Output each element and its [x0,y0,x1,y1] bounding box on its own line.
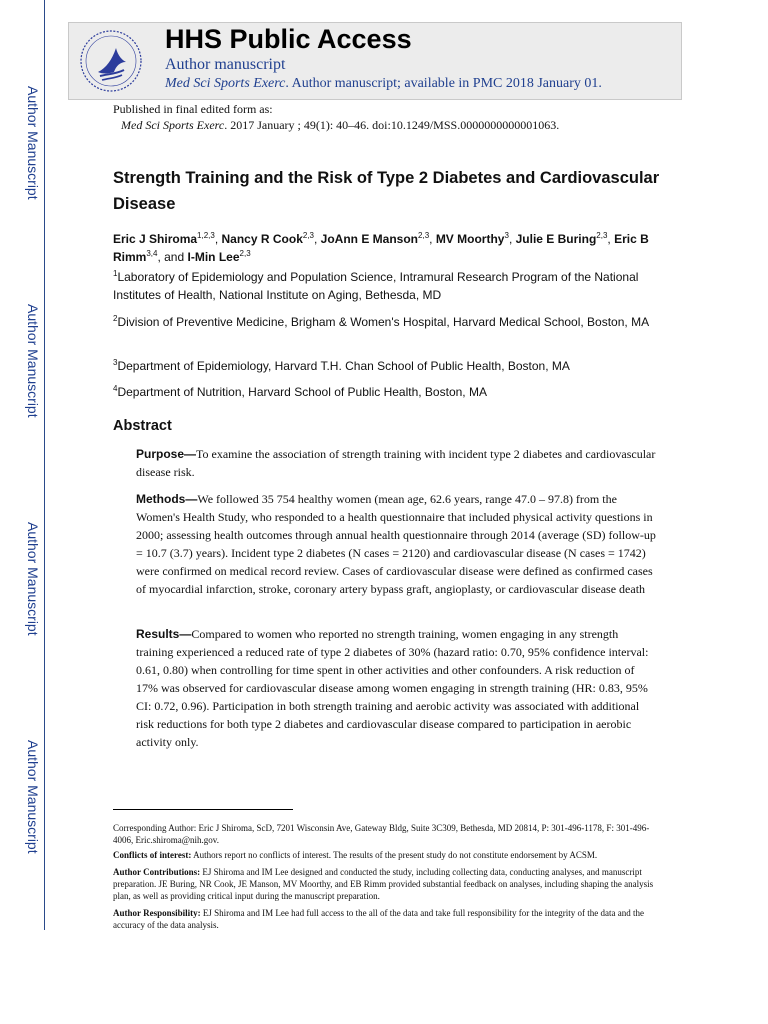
citation-text: . 2017 January ; 49(1): 40–46. doi:10.1249/MSS.0000000000001063. [224,118,560,132]
abstract-heading: Abstract [113,418,172,434]
footnote-contributions [113,866,658,902]
author-separator: , [429,232,436,246]
hhs-title: HHS Public Access [165,24,412,54]
availability-text: . Author manuscript; available in PMC 2018 January 01. [285,76,602,91]
affiliation-3 [113,357,673,375]
sidebar-label-author-manuscript: Author Manuscript [25,86,41,200]
author-separator: , and [157,250,188,264]
author-name: Eric B Rimm [113,232,649,264]
author-name: Nancy R Cook [221,232,303,246]
author-name: MV Moorthy [435,232,505,246]
journal-name: Med Sci Sports Exerc [165,76,286,91]
responsibility-label: Author Responsibility: [113,908,201,918]
author-affiliation-sup: 2,3 [239,249,251,258]
purpose-text: To examine the association of strength training with incident type 2 diabetes and cardiovascular disease risk. [136,447,656,479]
footnote-divider [113,809,293,810]
author-affiliation-sup: 3 [504,231,509,240]
author-affiliation-sup: 1,2,3 [197,231,215,240]
sidebar-divider [44,0,45,930]
affiliation-text: Laboratory of Epidemiology and Population Science, Intramural Research Program of the National Institutes of Health, National Institute on Aging, Bethesda, MD [113,270,639,302]
hhs-eagle-logo-icon [78,28,144,94]
author-separator: , [607,232,611,246]
affiliation-text: Division of Preventive Medicine, Brigham & Women's Hospital, Harvard Medical School, Boston, MA [117,315,650,329]
author-name: JoAnn E Manson [320,232,419,246]
author-name: Eric J Shiroma [113,232,198,246]
contributions-text: EJ Shiroma and IM Lee designed and conducted the study, including collecting data, conducting analyses, and manuscript preparation. JE Buring, NR Cook, JE Manson, MV Moorthy, and EB Rimm provided substantial feedback on analyses, including shaping the analysis plan, as well as providing critical input during the manuscript preparation. [113,867,654,901]
contributions-label: Author Contributions: [113,867,201,877]
affiliation-2 [113,313,673,331]
footnote-responsibility [113,907,658,931]
sidebar-label-author-manuscript: Author Manuscript [25,522,41,636]
purpose-label: Purpose— [136,447,197,461]
affiliation-4 [113,383,673,401]
published-citation [113,117,559,133]
footnote-corresponding-author: Corresponding Author: Eric J Shiroma, ScD, 7201 Wisconsin Ave, Gateway Bldg, Suite 3C309, Bethesda, MD 20814, P: 301-496-1178, F: 301-496-4006, Eric.shiroma@nih.gov. [113,823,650,845]
responsibility-text: EJ Shiroma and IM Lee had full access to the all of the data and take full responsibility for the integrity of the data and the accuracy of the data analysis. [113,908,644,930]
affiliation-1 [113,268,673,304]
abstract-purpose [136,445,656,481]
abstract-results [136,625,656,751]
author-separator: , [214,232,222,246]
affiliation-number: 4 [113,384,118,393]
sidebar-label-author-manuscript: Author Manuscript [25,304,41,418]
abstract-methods [136,490,656,598]
author-manuscript-label: Author manuscript [165,56,286,73]
journal-name: Med Sci Sports Exerc [121,118,225,132]
methods-text: We followed 35 754 healthy women (mean age, 62.6 years, range 47.0 – 97.8) from the Women's Health Study, who responded to a health questionnaire that included physical activity questions in 2000; assessing health outcomes through annual health questionnaire through 2014 (average (SD) follow-up = 10.7 (3.7) years). Incident type 2 diabetes (N cases = 2120) and cardiovascular disease (N cases = 1742) were confirmed on medical record review. Cases of cardiovascular disease were defined as confirmed cases of myocardial infarction, stroke, coronary artery bypass graft, angioplasty, or cardiovascular disease death [136,492,656,596]
affiliation-number: 1 [113,269,118,278]
author-affiliation-sup: 3,4 [146,249,158,258]
published-label: Published in final edited form as: [113,102,273,116]
author-name: Julie E Buring [515,232,597,246]
author-separator: , [508,232,516,246]
author-affiliation-sup: 2,3 [596,231,608,240]
author-name: I-Min Lee [187,250,240,264]
conflicts-text: Authors report no conflicts of interest. The results of the present study do not constitute endorsement by ACSM. [191,850,598,860]
affiliation-number: 3 [113,358,118,367]
footnote-conflicts [113,849,658,861]
conflicts-label: Conflicts of interest: [113,850,192,860]
affiliation-number: 2 [113,314,118,323]
author-list [113,230,673,266]
affiliation-text: Department of Nutrition, Harvard School of Public Health, Boston, MA [117,385,487,399]
article-title: Strength Training and the Risk of Type 2 Diabetes and Cardiovascular Disease [113,169,660,213]
sidebar-label-author-manuscript: Author Manuscript [25,740,41,854]
published-info [113,101,559,133]
methods-label: Methods— [136,492,198,506]
results-text: Compared to women who reported no strength training, women engaging in any strength training experienced a reduced rate of type 2 diabetes of 30% (hazard ratio: 0.70, 95% confidence interval: 0.61, 0.80) when controlling for time spent in other activities and other confounders. A risk reduction of 17% was observed for cardiovascular disease among women engaging in strength training (HR: 0.83, 95% CI: 0.72, 0.96). Participation in both strength training and aerobic activity was associated with additional risk reductions for both type 2 diabetes and cardiovascular disease compared to participation in aerobic activity only. [136,627,649,749]
affiliation-text: Department of Epidemiology, Harvard T.H. Chan School of Public Health, Boston, MA [117,359,570,373]
author-affiliation-sup: 2,3 [418,231,430,240]
pmc-availability [165,76,602,92]
author-affiliation-sup: 2,3 [302,231,314,240]
author-separator: , [314,232,321,246]
results-label: Results— [136,627,192,641]
